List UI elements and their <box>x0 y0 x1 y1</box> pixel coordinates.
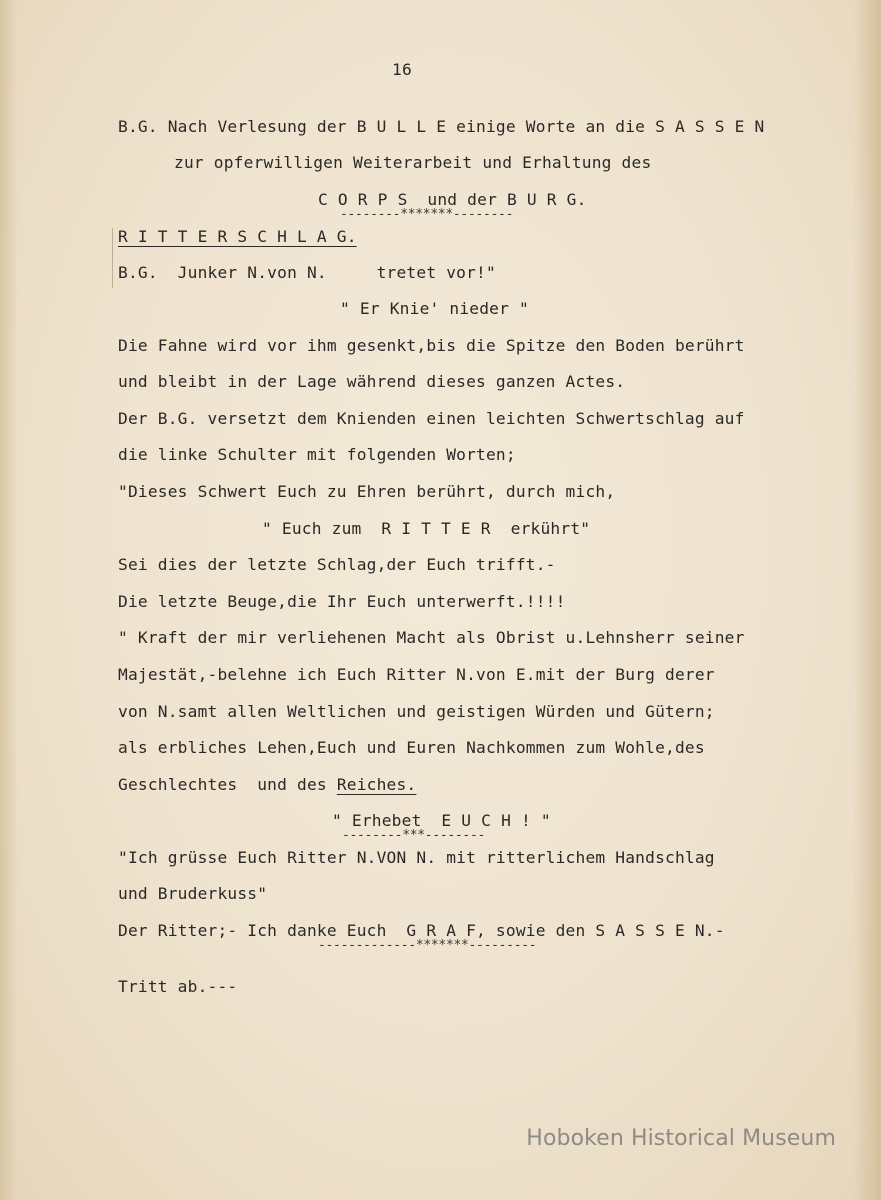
separator: --------*******-------- <box>340 207 514 222</box>
text-line: als erbliches Lehen,Euch und Euren Nachkommen zum Wohle,des <box>118 738 705 757</box>
text-line: zur opferwilligen Weiterarbeit und Erhaltung des <box>174 153 652 172</box>
text-line: " Euch zum R I T T E R erkührt" <box>262 519 591 538</box>
text-line: C O R P S und der B U R G. <box>318 190 587 209</box>
text-line: Die letzte Beuge,die Ihr Euch unterwerft.!!!! <box>118 592 566 611</box>
paper-edge-left <box>0 0 18 1200</box>
text-line: und bleibt in der Lage während dieses ganzen Actes. <box>118 372 626 391</box>
text-line: B.G. Nach Verlesung der B U L L E einige Worte an die S A S S E N <box>118 117 765 136</box>
text-line: Sei dies der letzte Schlag,der Euch trifft.- <box>118 555 556 574</box>
text-line: Tritt ab.--- <box>118 977 238 996</box>
separator: --------***-------- <box>342 828 486 843</box>
page-number: 16 <box>392 60 412 79</box>
text-line: von N.samt allen Weltlichen und geistigen Würden und Gütern; <box>118 702 715 721</box>
text-line: " Erhebet E U C H ! " <box>332 811 551 830</box>
paper-edge-right <box>853 0 881 1200</box>
text-line: Der B.G. versetzt dem Knienden einen leichten Schwertschlag auf <box>118 409 745 428</box>
text-line: Majestät,-belehne ich Euch Ritter N.von E.mit der Burg derer <box>118 665 715 684</box>
text-line: B.G. Junker N.von N. tretet vor!" <box>118 263 496 282</box>
text-segment: Geschlechtes und des <box>118 775 337 794</box>
text-line: " Kraft der mir verliehenen Macht als Obrist u.Lehnsherr seiner <box>118 628 745 647</box>
text-line: Die Fahne wird vor ihm gesenkt,bis die Spitze den Boden berührt <box>118 336 745 355</box>
text-line: Der Ritter;- Ich danke Euch G R A F, sowie den S A S S E N.- <box>118 921 725 940</box>
separator: -------------*******--------- <box>318 938 537 953</box>
section-heading: R I T T E R S C H L A G. <box>118 227 357 246</box>
text-line: "Dieses Schwert Euch zu Ehren berührt, durch mich, <box>118 482 616 501</box>
watermark: Hoboken Historical Museum <box>526 1126 836 1151</box>
text-line <box>118 775 416 795</box>
underlined-word: Reiches. <box>336 775 417 794</box>
margin-pencil-mark <box>112 228 113 288</box>
text-line: die linke Schulter mit folgenden Worten; <box>118 445 516 464</box>
text-line: und Bruderkuss" <box>118 884 268 903</box>
text-line: "Ich grüsse Euch Ritter N.VON N. mit ritterlichem Handschlag <box>118 848 715 867</box>
text-line: " Er Knie' nieder " <box>340 299 529 318</box>
